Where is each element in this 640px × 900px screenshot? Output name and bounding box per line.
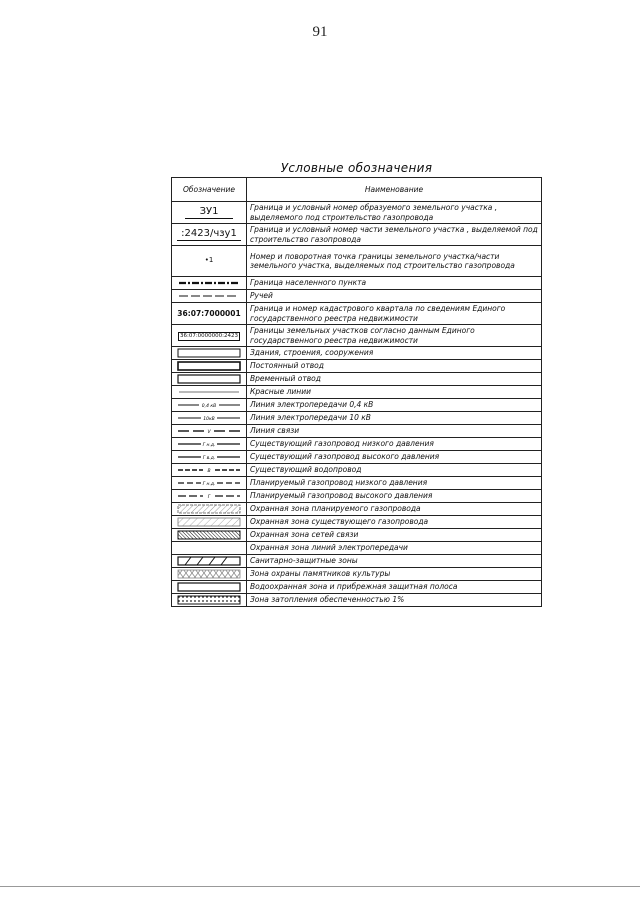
- legend-row: [172, 451, 542, 464]
- legend-row: [172, 568, 542, 581]
- turning-point-symbol: •1: [204, 256, 214, 265]
- permanent-allotment-icon: [177, 361, 241, 371]
- page-bottom-rule: [0, 886, 640, 887]
- legend-row: [172, 490, 542, 503]
- legend-symbol: [172, 303, 247, 325]
- legend-name: Водоохранная зона и прибрежная защитная полоса: [247, 581, 542, 594]
- flood-zone-stars-icon: [177, 595, 241, 605]
- power-line-10kv-label: 10кВ: [203, 417, 215, 422]
- legend-row: [172, 542, 542, 555]
- legend-name: Граница и условный номер образуемого земельного участка , выделяемого под строительство газопровода: [247, 202, 542, 224]
- legend-name: Планируемый газопровод низкого давления: [247, 477, 542, 490]
- legend-header-row: [172, 178, 542, 202]
- planned-gas-high-icon: [177, 492, 241, 500]
- existing-gas-zone-hatch-icon: [177, 517, 241, 527]
- legend-symbol: [172, 224, 247, 246]
- legend-name: Постоянный отвод: [247, 360, 542, 373]
- legend-name: Охранная зона существующего газопровода: [247, 516, 542, 529]
- legend-name: Линия электропередачи 0,4 кВ: [247, 399, 542, 412]
- legend-symbol: [172, 399, 247, 412]
- settlement-boundary-line-icon: [178, 280, 240, 286]
- stream-line-icon: [178, 293, 240, 299]
- monument-zone-crosshatch-icon: [177, 569, 241, 579]
- legend-row: [172, 529, 542, 542]
- legend-row: [172, 386, 542, 399]
- legend-row: [172, 425, 542, 438]
- legend-name: Охранная зона линий электропередачи: [247, 542, 542, 555]
- legend-name: Граница и условный номер части земельного участка , выделяемой под строительство газопровода: [247, 224, 542, 246]
- legend-row: [172, 594, 542, 607]
- legend-symbol: [172, 568, 247, 581]
- legend-row: [172, 412, 542, 425]
- legend-row: [172, 464, 542, 477]
- legend-name: Линия связи: [247, 425, 542, 438]
- legend-symbol: [172, 594, 247, 607]
- legend-symbol: [172, 451, 247, 464]
- legend-row: [172, 373, 542, 386]
- legend-symbol: [172, 581, 247, 594]
- legend-symbol: [172, 412, 247, 425]
- legend-name: Существующий газопровод высокого давления: [247, 451, 542, 464]
- legend-name: Линия электропередачи 10 кВ: [247, 412, 542, 425]
- temporary-allotment-icon: [177, 374, 241, 384]
- legend-symbol: [172, 438, 247, 451]
- legend-name: Санитарно-защитные зоны: [247, 555, 542, 568]
- legend-title: Условные обозначения: [280, 161, 433, 175]
- legend-name: Номер и поворотная точка границы земельного участка/части земельного участка, выделяемых под строительство газопровода: [247, 246, 542, 277]
- legend-name: Граница населенного пункта: [247, 277, 542, 290]
- legend-name: Здания, строения, сооружения: [247, 347, 542, 360]
- communication-line-label: V: [207, 430, 211, 435]
- legend-table: [171, 177, 542, 607]
- legend-name: Ручей: [247, 290, 542, 303]
- legend-symbol: [172, 529, 247, 542]
- legend-row: [172, 325, 542, 347]
- legend-symbol: [172, 490, 247, 503]
- existing-gas-high-icon: [177, 453, 241, 461]
- legend-row: [172, 224, 542, 246]
- legend-row: [172, 360, 542, 373]
- legend-name: Существующий газопровод низкого давления: [247, 438, 542, 451]
- communication-zone-hatch-icon: [177, 530, 241, 540]
- parcel-part-number-symbol: :2423/чзу1: [177, 228, 241, 241]
- legend-row: [172, 516, 542, 529]
- legend-name: Планируемый газопровод высокого давления: [247, 490, 542, 503]
- legend-row: [172, 555, 542, 568]
- legend-symbol: [172, 246, 247, 277]
- power-line-04kv-icon: [177, 401, 241, 409]
- legend-symbol: [172, 425, 247, 438]
- red-lines-icon: [178, 389, 240, 395]
- legend-name: Охранная зона планируемого газопровода: [247, 503, 542, 516]
- planned-gas-high-label: Г: [207, 495, 211, 500]
- power-line-04kv-label: 0,4 кВ: [201, 404, 217, 409]
- planned-gas-low-label: Г н.д.: [202, 482, 216, 487]
- legend-symbol: [172, 386, 247, 399]
- existing-water-pipe-icon: [177, 466, 241, 474]
- legend-row: [172, 202, 542, 224]
- legend-symbol: [172, 542, 247, 555]
- legend-row: [172, 477, 542, 490]
- legend-row: [172, 438, 542, 451]
- legend-name: Красные линии: [247, 386, 542, 399]
- legend-name: Временный отвод: [247, 373, 542, 386]
- legend-symbol: [172, 290, 247, 303]
- existing-gas-low-icon: [177, 440, 241, 448]
- planned-gas-zone-hatch-icon: [177, 504, 241, 514]
- legend-row: [172, 503, 542, 516]
- legend-name: Границы земельных участков согласно данным Единого государственного реестра недвижимости: [247, 325, 542, 347]
- existing-gas-low-label: Г н.д.: [202, 443, 216, 448]
- legend-symbol: [172, 202, 247, 224]
- legend-symbol: [172, 277, 247, 290]
- legend-symbol: [172, 503, 247, 516]
- legend-symbol: [172, 325, 247, 347]
- legend-symbol: [172, 347, 247, 360]
- communication-line-icon: [177, 427, 241, 435]
- existing-water-pipe-label: В: [207, 469, 211, 474]
- legend-row: [172, 581, 542, 594]
- legend-symbol: [172, 555, 247, 568]
- legend-symbol: [172, 464, 247, 477]
- parcel-number-symbol: ЗУ1: [185, 206, 233, 219]
- power-line-10kv-icon: [177, 414, 241, 422]
- legend-row: [172, 290, 542, 303]
- symbol-column-header: Обозначение: [172, 178, 247, 202]
- page-number: 91: [312, 24, 328, 40]
- legend-row: [172, 303, 542, 325]
- legend-row: [172, 347, 542, 360]
- legend-symbol: [172, 477, 247, 490]
- cadastral-quarter-symbol: 36:07:7000001: [177, 308, 241, 318]
- name-column-header: Наименование: [247, 178, 542, 202]
- legend-row: [172, 277, 542, 290]
- legend-name: Зона затопления обеспеченностью 1%: [247, 594, 542, 607]
- planned-gas-low-icon: [177, 479, 241, 487]
- water-protection-zone-icon: [177, 582, 241, 592]
- land-parcel-boundary-symbol: 36:07:0000000:2423: [179, 333, 239, 339]
- legend-name: Существующий водопровод: [247, 464, 542, 477]
- legend-symbol: [172, 360, 247, 373]
- legend-symbol: [172, 516, 247, 529]
- legend-name: Зона охраны памятников культуры: [247, 568, 542, 581]
- existing-gas-high-label: Г в.д.: [202, 456, 216, 461]
- sanitary-zone-hatch-icon: [177, 556, 241, 566]
- legend-row: [172, 246, 542, 277]
- building-icon: [177, 348, 241, 358]
- legend-symbol: [172, 373, 247, 386]
- legend-row: [172, 399, 542, 412]
- legend-name: Охранная зона сетей связи: [247, 529, 542, 542]
- legend-name: Граница и номер кадастрового квартала по сведениям Единого государственного реестра недвижимости: [247, 303, 542, 325]
